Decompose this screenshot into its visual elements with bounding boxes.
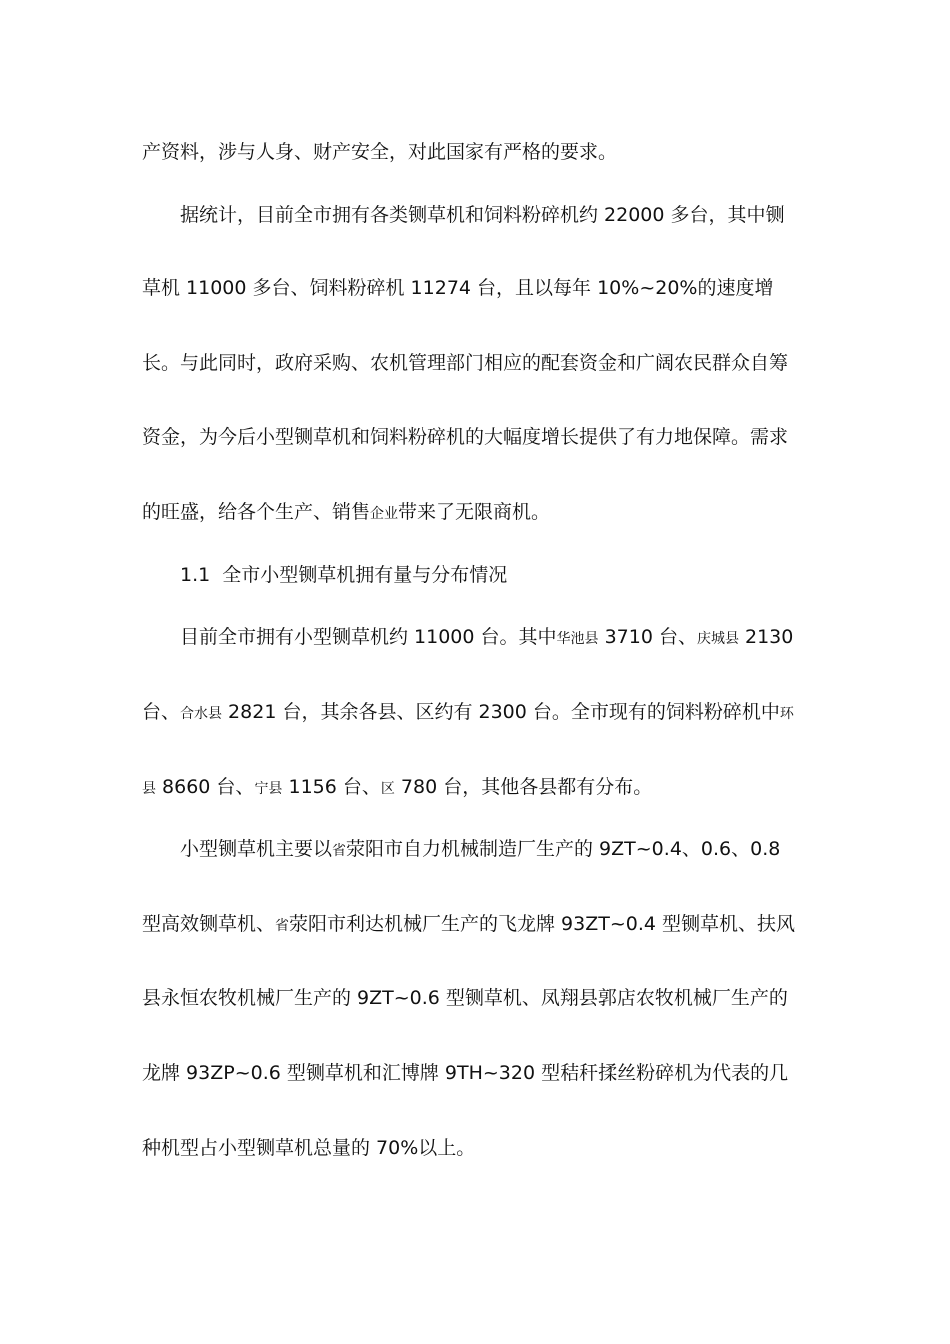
text-run-small: 区 [380, 781, 395, 797]
text-run-small: 华池县 [556, 631, 599, 647]
text-run-small: 合水县 [180, 706, 223, 722]
paragraph-2-line-4: 资金，为今后小型铡草机和饲料粉碎机的大幅度增长提供了有力地保障。需求 [142, 426, 789, 448]
text-run: 荥阳市自力机械制造厂生产的 9ZT~0.4、0.6、0.8 [346, 838, 781, 860]
section-number: 1.1 [180, 564, 211, 586]
text-run: 小型铡草机主要以 [180, 838, 333, 860]
paragraph-2-line-2: 草机 11000 多台、饲料粉碎机 11274 台，且以每年 10%~20%的速度增 [142, 277, 774, 299]
text-run-small: 宁县 [254, 781, 283, 797]
text-run: 的旺盛，给各个生产、销售 [142, 501, 371, 523]
text-run-small: 省 [332, 843, 347, 859]
text-run: 2821 台，其余各县、区约有 2300 台。全市现有的饲料粉碎机中 [222, 701, 780, 723]
text-run: 2130 [738, 626, 794, 648]
text-run: 荥阳市利达机械厂生产的飞龙牌 93ZT~0.4 型铡草机、扶风 [289, 913, 796, 935]
section-heading [180, 563, 507, 587]
paragraph-3-line-3 [142, 775, 652, 801]
text-run-small: 企业 [370, 506, 399, 522]
text-run-small: 庆城县 [696, 631, 739, 647]
text-run: 型高效铡草机、 [142, 913, 276, 935]
text-run-small: 环 [779, 706, 794, 722]
paragraph-4-line-1 [180, 837, 780, 863]
paragraph-3-line-1 [180, 625, 793, 651]
text-run: 台、 [142, 701, 181, 723]
paragraph-3-line-2 [142, 700, 794, 726]
paragraph-2-line-1: 据统计，目前全市拥有各类铡草机和饲料粉碎机约 22000 多台，其中铡 [180, 204, 785, 226]
text-run: 780 台，其他各县都有分布。 [394, 776, 653, 798]
text-run: 目前全市拥有小型铡草机约 11000 台。其中 [180, 626, 557, 648]
text-run: 带来了无限商机。 [398, 501, 551, 523]
section-title: 全市小型铡草机拥有量与分布情况 [222, 564, 508, 586]
paragraph-4-line-3: 县永恒农牧机械厂生产的 9ZT~0.6 型铡草机、凤翔县郭店农牧机械厂生产的 [142, 987, 788, 1009]
paragraph-2-line-5 [142, 500, 550, 526]
paragraph-4-line-5: 种机型占小型铡草机总量的 70%以上。 [142, 1137, 476, 1159]
text-run-small: 省 [275, 918, 290, 934]
paragraph-2-line-3: 长。与此同时，政府采购、农机管理部门相应的配套资金和广阔农民群众自筹 [142, 352, 789, 374]
paragraph-4-line-4: 龙牌 93ZP~0.6 型铡草机和汇博牌 9TH~320 型秸秆揉丝粉碎机为代表的几 [142, 1062, 789, 1084]
text-run-small: 县 [142, 781, 156, 797]
text-run: 3710 台、 [598, 626, 697, 648]
text-run: 1156 台、 [282, 776, 381, 798]
paragraph-4-line-2 [142, 912, 795, 938]
paragraph-1-line-1: 产资料，涉与人身、财产安全，对此国家有严格的要求。 [142, 141, 618, 163]
text-run: 8660 台、 [156, 776, 255, 798]
